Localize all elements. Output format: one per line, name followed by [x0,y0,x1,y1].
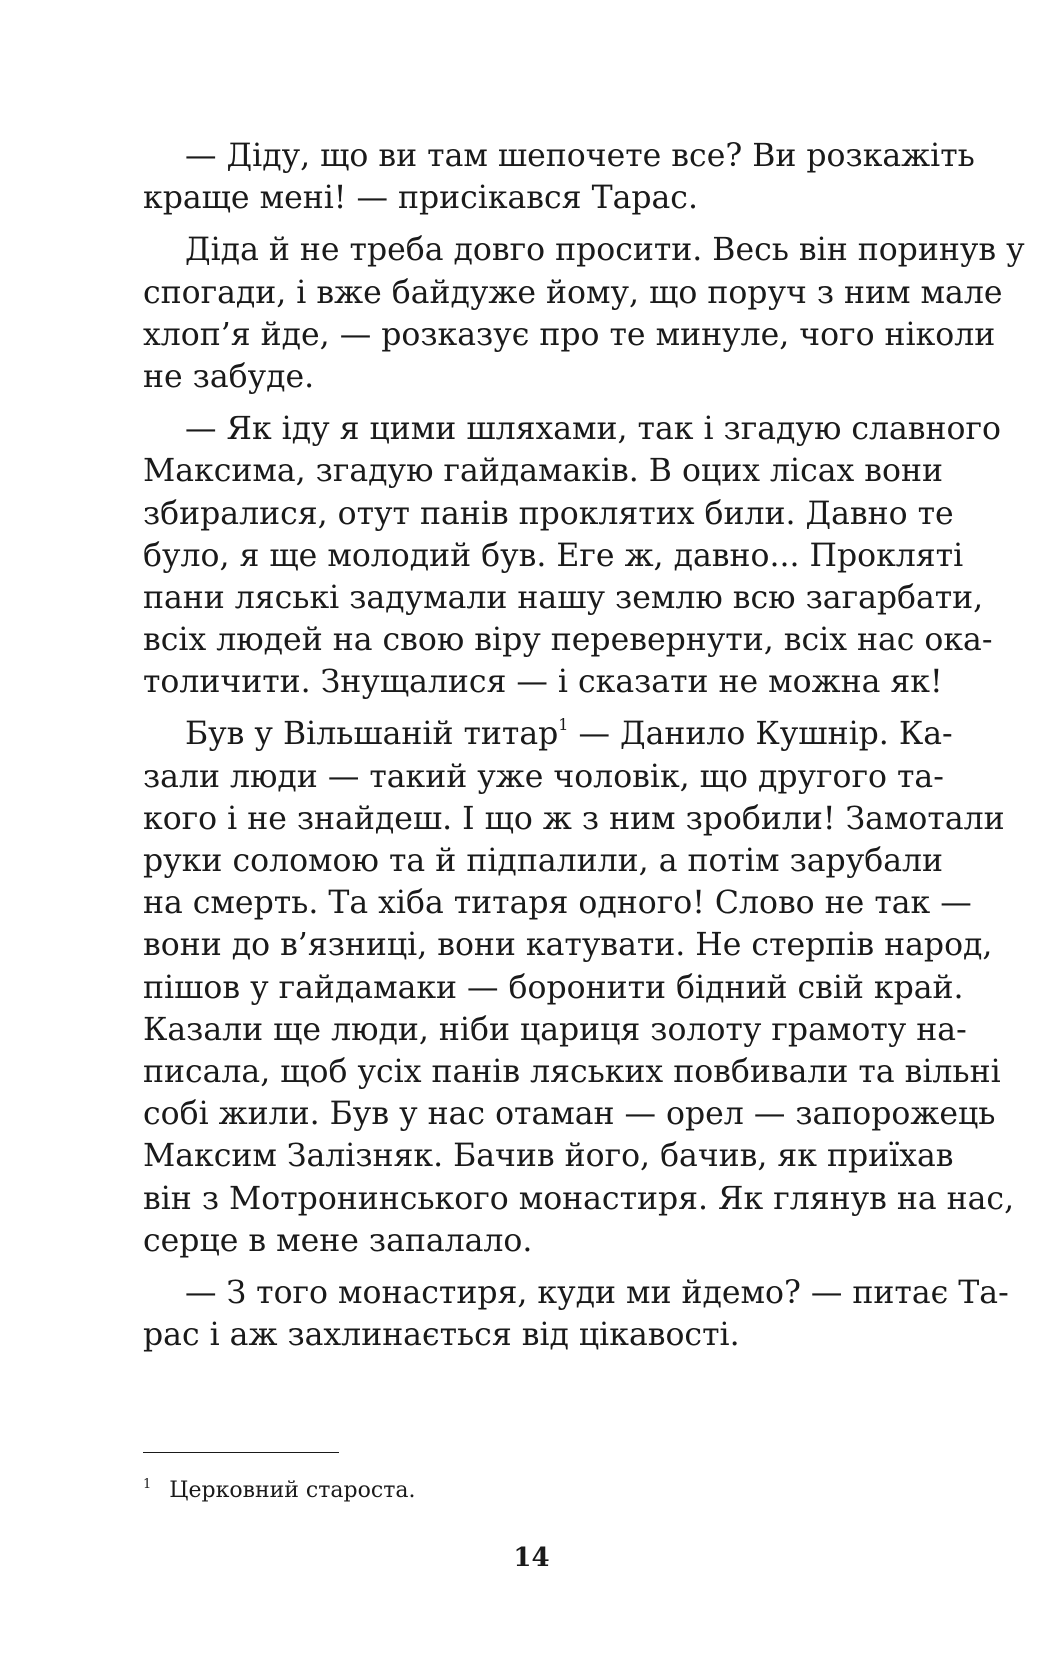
text-line: — Як іду я цими шляхами, так і згадую славного [185,411,1001,448]
footnote-divider [143,1452,339,1453]
text-line: вони до в’язниці, вони катувати. Не стерпів народ, [143,927,993,964]
text-line: не забуде. [143,358,315,395]
text-line: він з Мотронинського монастиря. Як глянув на нас, [143,1180,1015,1217]
text-line: — Діду, що ви там шепочете все? Ви розкажіть [185,138,975,174]
text-line: руки соломою та й підпалили, а потім зарубали [143,843,943,879]
text-line: збиралися, отут панів проклятих били. Давно те [143,495,954,532]
text-line: Максима, згадую гайдамаків. В оцих лісах вони [143,453,943,490]
text-line: толичити. Знущалися — і сказати не можна як! [143,664,943,701]
text-line: на смерть. Та хіба титаря одного! Слово не так — [143,885,972,922]
text-line: краще мені! — присікався Тарас. [143,180,698,217]
text-line: хлоп’я йде, — розказує про те минуле, чого ніколи [143,316,996,353]
page-number: 14 [513,1543,550,1573]
footnote-reference[interactable]: 1 [558,715,569,735]
text-line: Діда й не треба довго просити. Весь він поринув у [185,232,1025,269]
text-line: Казали ще люди, ніби цариця золоту грамоту на- [143,1011,967,1048]
text-line: собі жили. Був у нас отаман — орел — запорожець [143,1096,996,1133]
text-line: було, я ще молодий був. Еге ж, давно... Прокляті [143,537,964,574]
text-line: спогади, і вже байдуже йому, що поруч з ним мале [143,274,1003,311]
text-line: рас і аж захлинається від цікавості. [143,1317,740,1354]
text-line: всіх людей на свою віру перевернути, всіх нас ока- [143,622,993,659]
footnote [143,1470,943,1506]
text-line: кого і не знайдеш. І що ж з ним зробили! Замотали [143,800,1005,837]
text-fragment: — Данило Кушнір. Ка- [578,716,953,753]
text-line [143,713,953,755]
text-line: пішов у гайдамаки — боронити бідний свій край. [143,969,964,1006]
text-line: Максим Залізняк. Бачив його, бачив, як приїхав [143,1138,954,1175]
text-line: серце в мене запалало. [143,1222,533,1259]
footnote-text: Церковний староста. [169,1478,416,1503]
text-fragment: Був у Вільшаній титар [185,716,559,753]
footnote-mark: 1 [143,1477,152,1492]
text-line: писала, щоб усіх панів ляських повбивали та вільні [143,1053,1001,1090]
body-text [143,135,1025,1356]
text-line: пани ляські задумали нашу землю всю загарбати, [143,579,984,616]
text-line: зали люди — такий уже чоловік, що другого та- [143,758,944,795]
text-line: — З того монастиря, куди ми йдемо? — питає Та- [185,1274,1009,1311]
